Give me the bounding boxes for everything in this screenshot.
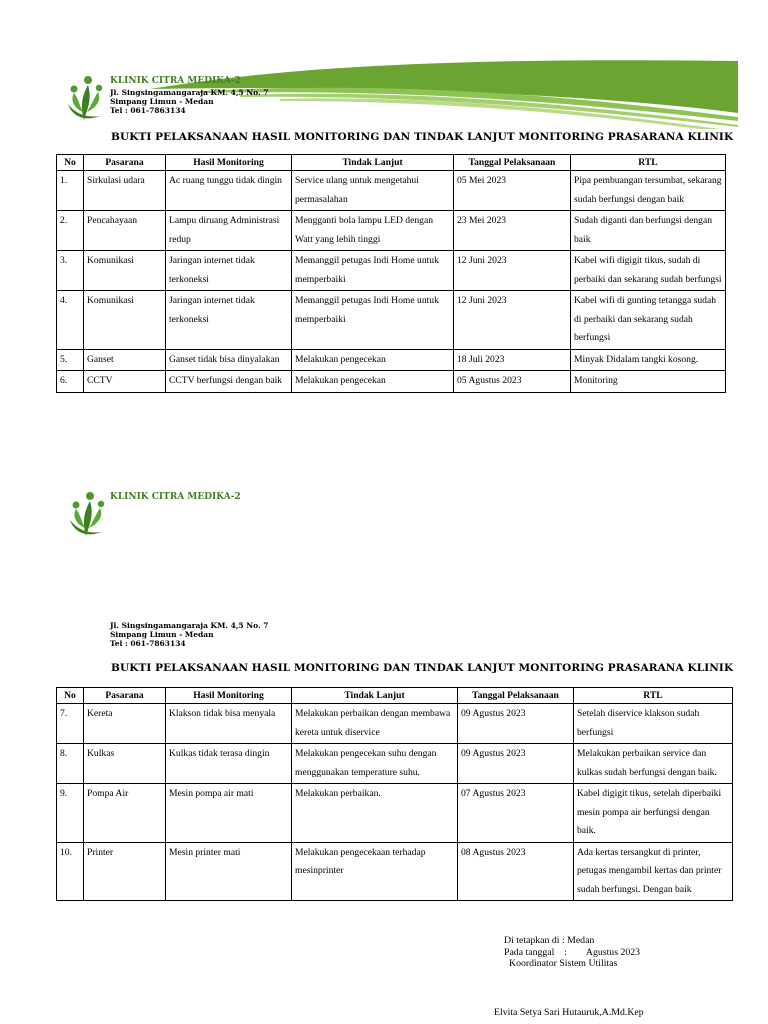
cell-pasarana: Sirkulasi udara [84,171,166,211]
cell-tindak: Melakukan pengecekan suhu dengan menggunakan temperature suhu. [292,744,458,784]
cell-hasil: Jaringan internet tidak terkoneksi [166,251,292,291]
monitoring-table [56,687,733,901]
cell-tanggal: 07 Agustus 2023 [458,784,574,843]
cell-tindak: Melakukan pengecekan [292,371,454,393]
cell-tanggal: 18 Juli 2023 [454,349,571,371]
cell-pasarana: Komunikasi [84,251,166,291]
cell-tanggal: 23 Mei 2023 [454,211,571,251]
cell-rtl: Monitoring [571,371,726,393]
cell-no: 5. [57,349,84,371]
cell-tanggal: 12 Juni 2023 [454,251,571,291]
column-header: Hasil Monitoring [166,688,292,704]
clinic-address [110,621,268,648]
cell-tanggal: 05 Agustus 2023 [454,371,571,393]
clinic-name: KLINIK CITRA MEDIKA-2 [110,492,241,502]
cell-hasil: Jaringan internet tidak terkoneksi [166,291,292,350]
cell-hasil: Lampu diruang Administrasi redup [166,211,292,251]
cell-pasarana: Pencahayaan [84,211,166,251]
cell-tanggal: 05 Mei 2023 [454,171,571,211]
cell-pasarana: CCTV [84,371,166,393]
cell-tindak: Melakukan pengecekaan terhadap mesinprinter [292,842,458,901]
signatory-name: Elvita Setya Sari Hutauruk,A.Md.Kep [494,1007,644,1018]
column-header: Hasil Monitoring [166,155,292,171]
cell-tindak: Service ulang untuk mengetahui permasalahan [292,171,454,211]
phone-line: Tel : 061-7863134 [110,639,186,648]
cell-rtl: Sudah diganti dan berfungsi dengan baik [571,211,726,251]
table-row [57,349,726,371]
document-title: BUKTI PELAKSANAAN HASIL MONITORING DAN TINDAK LANJUT MONITORING PRASARANA KLINIK [111,662,734,674]
cell-rtl: Pipa pembuangan tersumbat, sekarang sudah berfungsi dengan baik [571,171,726,211]
column-header: Pasarana [84,155,166,171]
column-header: Tanggal Pelaksanaan [458,688,574,704]
clinic-logo-icon [62,74,108,124]
cell-no: 3. [57,251,84,291]
cell-no: 9. [57,784,84,843]
cell-hasil: Mesin printer mati [166,842,292,901]
table-row [57,291,726,350]
cell-rtl: Ada kertas tersangkut di printer, petugas mengambil kertas dan printer sudah berfungsi. Dengan baik [574,842,733,901]
cell-tanggal: 12 Juni 2023 [454,291,571,350]
cell-hasil: Ganset tidak bisa dinyalakan [166,349,292,371]
column-header: Tindak Lanjut [292,155,454,171]
cell-no: 1. [57,171,84,211]
cell-no: 10. [57,842,84,901]
cell-no: 2. [57,211,84,251]
table-row [57,251,726,291]
cell-tindak: Melakukan pengecekan [292,349,454,371]
document-title: BUKTI PELAKSANAAN HASIL MONITORING DAN TINDAK LANJUT MONITORING PRASARANA KLINIK [111,131,734,143]
address-line: Simpang Limun - Medan [110,97,214,106]
cell-tindak: Mengganti bola lampu LED dengan Watt yang lebih tinggi [292,211,454,251]
table-header-row [57,688,733,704]
column-header: No [57,155,84,171]
table-row [57,744,733,784]
cell-hasil: Mesin pompa air mati [166,784,292,843]
cell-pasarana: Ganset [84,349,166,371]
table-row [57,211,726,251]
column-header: Tindak Lanjut [292,688,458,704]
cell-rtl: Setelah diservice klakson sudah berfungsi [574,704,733,744]
table-row [57,371,726,393]
column-header: RTL [574,688,733,704]
cell-no: 7. [57,704,84,744]
cell-pasarana: Komunikasi [84,291,166,350]
cell-no: 4. [57,291,84,350]
address-line: Jl. Singsingamangaraja KM. 4,5 No. 7 [110,88,269,97]
address-line: Jl. Singsingamangaraja KM. 4,5 No. 7 [110,621,269,630]
table-header-row [57,155,726,171]
cell-tanggal: 09 Agustus 2023 [458,704,574,744]
cell-hasil: CCTV berfungsi dengan baik [166,371,292,393]
clinic-logo-icon [64,490,110,540]
signature-place: Di tetapkan di : Medan [504,935,595,946]
cell-rtl: Kabel digigit tikus, setelah diperbaiki mesin pompa air berfungsi dengan baik. [574,784,733,843]
monitoring-table [56,154,726,393]
table-row [57,704,733,744]
address-line: Simpang Limun - Medan [110,630,214,639]
cell-pasarana: Kulkas [84,744,166,784]
column-header: No [57,688,84,704]
cell-tindak: Memanggil petugas Indi Home untuk memperbaiki [292,291,454,350]
cell-tindak: Melakukan perbaikan dengan membawa kereta untuk diservice [292,704,458,744]
column-header: RTL [571,155,726,171]
clinic-address [110,88,268,115]
signature-role: Koordinator Sistem Utilitas [509,958,618,969]
cell-hasil: Kulkas tidak terasa dingin [166,744,292,784]
cell-tanggal: 08 Agustus 2023 [458,842,574,901]
clinic-name: KLINIK CITRA MEDIKA-2 [110,76,241,86]
cell-tindak: Melakukan perbaikan. [292,784,458,843]
cell-tanggal: 09 Agustus 2023 [458,744,574,784]
cell-rtl: Minyak Didalam tangki kosong. [571,349,726,371]
cell-hasil: Ac ruang tunggu tidak dingin [166,171,292,211]
table-row [57,171,726,211]
signature-date: Pada tanggal : Agustus 2023 [504,946,641,958]
cell-rtl: Melakukan perbaikan service dan kulkas sudah berfungsi dengan baik. [574,744,733,784]
cell-rtl: Kabel wifi digigit tikus, sudah di perbaiki dan sekarang sudah berfungsi [571,251,726,291]
cell-no: 8. [57,744,84,784]
cell-pasarana: Pompa Air [84,784,166,843]
cell-rtl: Kabel wifi di gunting tetangga sudah di perbaiki dan sekarang sudah berfungsi [571,291,726,350]
table-row [57,842,733,901]
cell-no: 6. [57,371,84,393]
column-header: Pasarana [84,688,166,704]
cell-hasil: Klakson tidak bisa menyala [166,704,292,744]
cell-pasarana: Kereta [84,704,166,744]
table-row [57,784,733,843]
cell-pasarana: Printer [84,842,166,901]
signature-block [504,935,640,970]
column-header: Tanggal Pelaksanaan [454,155,571,171]
phone-line: Tel : 061-7863134 [110,106,186,115]
cell-tindak: Memanggil petugas Indi Home untuk memperbaiki [292,251,454,291]
